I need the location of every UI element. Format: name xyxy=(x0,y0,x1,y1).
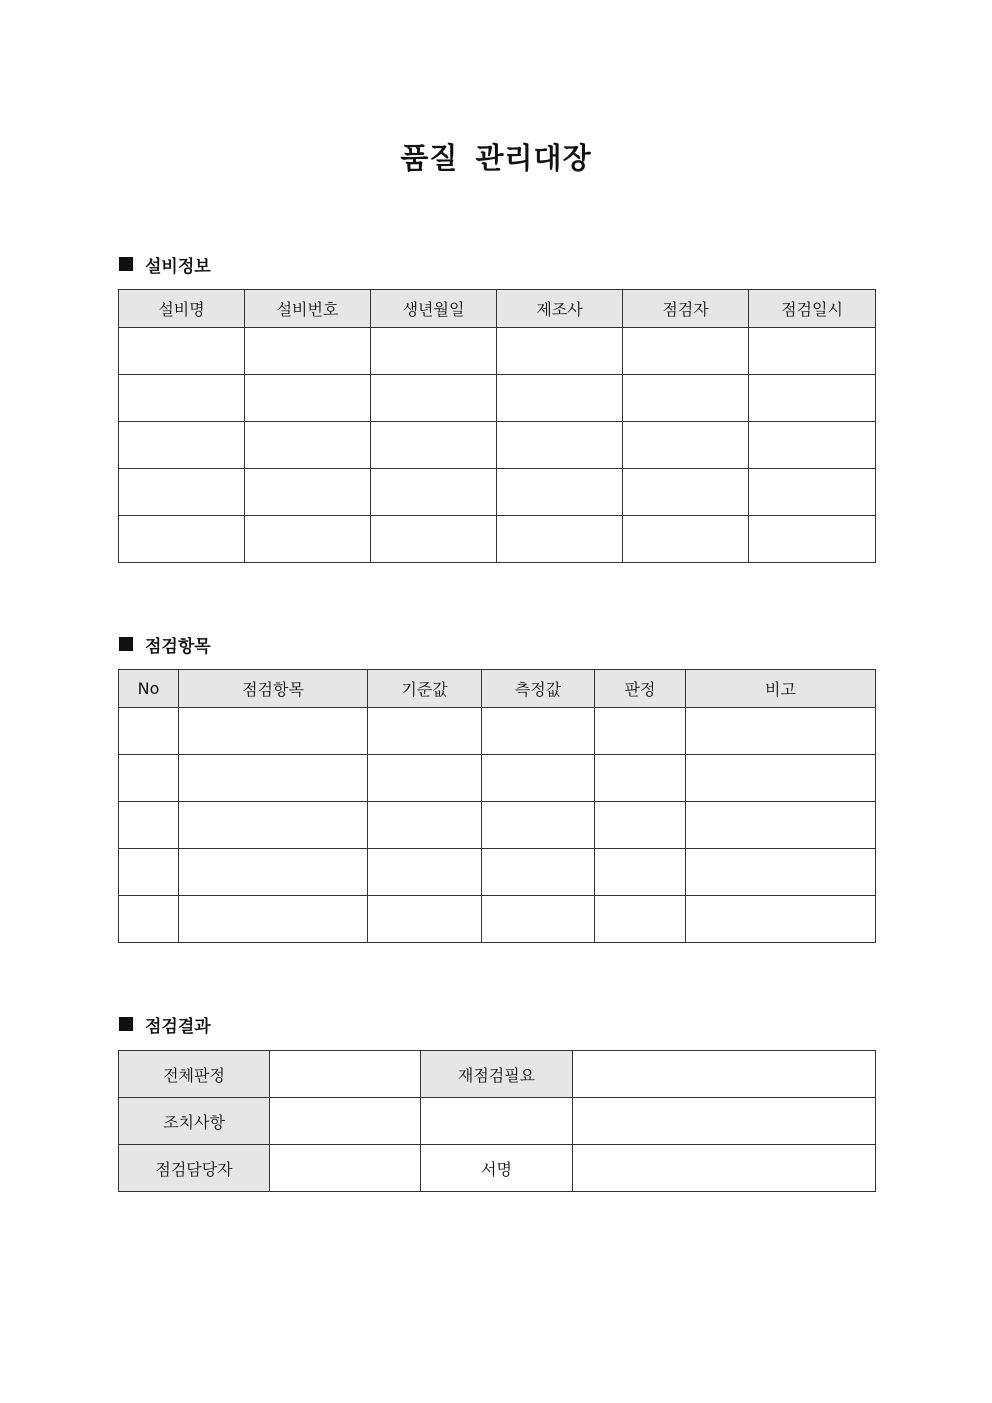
table-cell[interactable] xyxy=(371,516,497,563)
table-cell[interactable] xyxy=(497,422,623,469)
equipment-table xyxy=(118,289,876,563)
table-row xyxy=(119,849,876,896)
table-cell[interactable] xyxy=(119,328,245,375)
table-cell[interactable] xyxy=(749,375,876,422)
inspector-label: 점검담당자 xyxy=(119,1145,270,1192)
table-cell[interactable] xyxy=(179,849,368,896)
column-header: 설비번호 xyxy=(245,290,371,328)
table-cell[interactable] xyxy=(686,849,876,896)
table-cell[interactable] xyxy=(482,896,595,943)
table-cell[interactable] xyxy=(482,755,595,802)
table-cell[interactable] xyxy=(623,328,749,375)
action-taken-label: 조치사항 xyxy=(119,1098,270,1145)
table-cell[interactable] xyxy=(686,708,876,755)
table-header-row xyxy=(119,670,876,708)
table-cell[interactable] xyxy=(686,802,876,849)
table-header-row xyxy=(119,290,876,328)
table-cell[interactable] xyxy=(119,469,245,516)
table-cell[interactable] xyxy=(245,422,371,469)
table-cell[interactable] xyxy=(497,516,623,563)
page-title: 품질 관리대장 xyxy=(400,141,592,175)
table-cell[interactable] xyxy=(497,328,623,375)
table-cell[interactable] xyxy=(371,375,497,422)
table-cell[interactable] xyxy=(686,755,876,802)
table-cell[interactable] xyxy=(245,516,371,563)
table-cell[interactable] xyxy=(623,422,749,469)
table-row xyxy=(119,802,876,849)
table-cell[interactable] xyxy=(119,802,179,849)
table-cell[interactable] xyxy=(595,755,686,802)
table-row xyxy=(119,422,876,469)
signature-field[interactable] xyxy=(573,1145,876,1192)
table-row xyxy=(119,755,876,802)
table-cell[interactable] xyxy=(497,469,623,516)
table-cell[interactable] xyxy=(749,328,876,375)
table-cell[interactable] xyxy=(749,422,876,469)
table-cell[interactable] xyxy=(482,849,595,896)
table-row xyxy=(119,1145,876,1192)
section-heading-equipment xyxy=(119,252,211,276)
table-cell[interactable] xyxy=(482,802,595,849)
table-cell[interactable] xyxy=(179,755,368,802)
table-cell[interactable] xyxy=(179,896,368,943)
table-row xyxy=(119,516,876,563)
inspection-table xyxy=(118,669,876,943)
table-cell[interactable] xyxy=(119,516,245,563)
table-row xyxy=(119,375,876,422)
table-cell[interactable] xyxy=(245,328,371,375)
table-cell[interactable] xyxy=(595,849,686,896)
table-row xyxy=(119,1051,876,1098)
table-cell[interactable] xyxy=(368,896,482,943)
section-heading-label: 설비정보 xyxy=(145,256,211,277)
table-cell[interactable] xyxy=(119,375,245,422)
table-cell[interactable] xyxy=(368,849,482,896)
table-cell[interactable] xyxy=(368,708,482,755)
column-header: 기준값 xyxy=(368,670,482,708)
column-header: 제조사 xyxy=(497,290,623,328)
inspector-field[interactable] xyxy=(270,1145,421,1192)
column-header: 점검일시 xyxy=(749,290,876,328)
table-cell[interactable] xyxy=(119,422,245,469)
table-row xyxy=(119,328,876,375)
table-row xyxy=(119,896,876,943)
table-cell[interactable] xyxy=(371,469,497,516)
table-cell[interactable] xyxy=(749,469,876,516)
square-bullet-icon xyxy=(119,1017,133,1031)
square-bullet-icon xyxy=(119,257,133,271)
column-header: 측정값 xyxy=(482,670,595,708)
signature-label: 서명 xyxy=(421,1145,573,1192)
section-heading-result xyxy=(119,1012,211,1036)
table-cell[interactable] xyxy=(482,708,595,755)
section-heading-label: 점검항목 xyxy=(145,636,211,657)
section-heading-label: 점검결과 xyxy=(145,1016,211,1037)
table-cell[interactable] xyxy=(595,802,686,849)
table-cell[interactable] xyxy=(119,755,179,802)
column-header: 설비명 xyxy=(119,290,245,328)
table-cell[interactable] xyxy=(368,802,482,849)
table-cell[interactable] xyxy=(179,708,368,755)
table-cell[interactable] xyxy=(749,516,876,563)
table-cell[interactable] xyxy=(119,708,179,755)
action-taken-field[interactable] xyxy=(421,1098,573,1145)
column-header: No xyxy=(119,670,179,708)
table-cell[interactable] xyxy=(368,755,482,802)
column-header: 점검항목 xyxy=(179,670,368,708)
column-header: 비고 xyxy=(686,670,876,708)
table-cell[interactable] xyxy=(245,469,371,516)
table-cell[interactable] xyxy=(371,328,497,375)
recheck-needed-label: 재점검필요 xyxy=(421,1051,573,1098)
table-cell[interactable] xyxy=(179,802,368,849)
column-header: 판정 xyxy=(595,670,686,708)
table-cell[interactable] xyxy=(595,708,686,755)
table-cell[interactable] xyxy=(623,469,749,516)
table-row xyxy=(119,469,876,516)
action-taken-field[interactable] xyxy=(573,1098,876,1145)
table-cell[interactable] xyxy=(497,375,623,422)
table-row xyxy=(119,708,876,755)
table-cell[interactable] xyxy=(623,375,749,422)
table-cell[interactable] xyxy=(623,516,749,563)
action-taken-field[interactable] xyxy=(270,1098,421,1145)
overall-judgment-field[interactable] xyxy=(270,1051,421,1098)
section-heading-inspection xyxy=(119,632,211,656)
column-header: 생년월일 xyxy=(371,290,497,328)
table-cell[interactable] xyxy=(595,896,686,943)
table-cell[interactable] xyxy=(119,849,179,896)
column-header: 점검자 xyxy=(623,290,749,328)
table-cell[interactable] xyxy=(686,896,876,943)
overall-judgment-label: 전체판정 xyxy=(119,1051,270,1098)
recheck-needed-field[interactable] xyxy=(573,1051,876,1098)
table-cell[interactable] xyxy=(119,896,179,943)
table-row xyxy=(119,1098,876,1145)
table-cell[interactable] xyxy=(371,422,497,469)
table-cell[interactable] xyxy=(245,375,371,422)
square-bullet-icon xyxy=(119,637,133,651)
result-table xyxy=(118,1050,876,1192)
